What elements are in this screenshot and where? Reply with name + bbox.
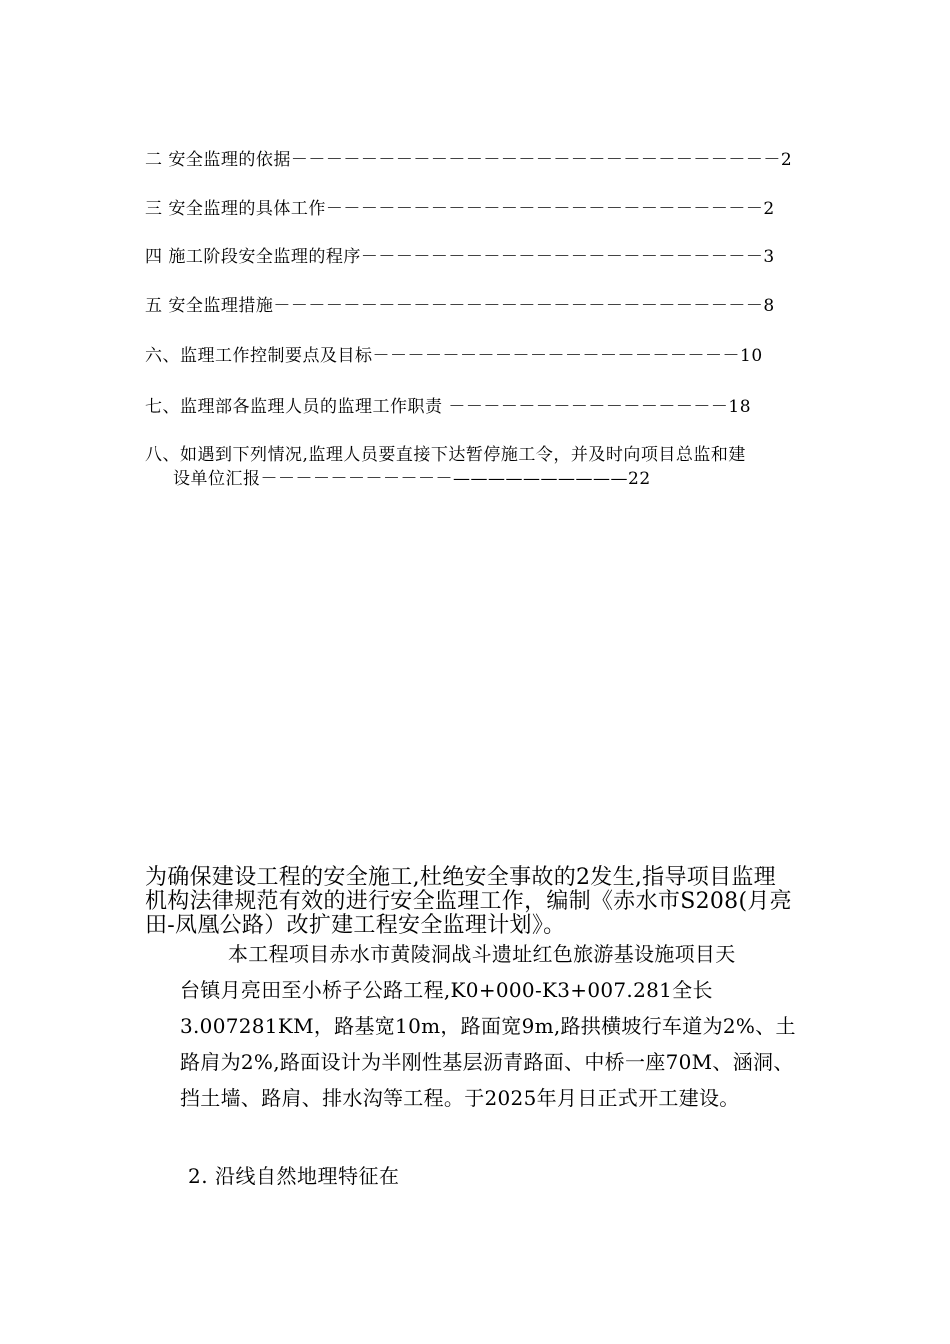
project-paragraph-body: 台镇月亮田至小桥子公路工程,K0+000-K3+007.281全长3.007281KM，路基宽10m，路面宽9m,路拱横坡行车道为2%、土路肩为2%,路面设计为半刚性基层沥青路面、中桥一座70M、涵洞、挡土墙、路肩、排水沟等工程。于2025年月日正式开工建设。 [180, 978, 796, 1110]
toc-entry: 二 安全监理的依据－－－－－－－－－－－－－－－－－－－－－－－－－－－－2 [145, 150, 793, 170]
toc-entry-line: 八、如遇到下列情况,监理人员要直接下达暂停施工令，并及时向项目总监和建 [145, 445, 746, 465]
project-paragraph [180, 936, 810, 1116]
toc-entry: 五 安全监理措施－－－－－－－－－－－－－－－－－－－－－－－－－－－－8 [145, 296, 775, 316]
section-heading: 2. 沿线自然地理特征在 [188, 1164, 400, 1188]
toc-entry: 七、监理部各监理人员的监理工作职责 －－－－－－－－－－－－－－－－18 [145, 397, 752, 417]
toc-entry-line: 设单位汇报－－－－－－－－－－－——————————22 [173, 469, 651, 489]
toc-entry: 四 施工阶段安全监理的程序－－－－－－－－－－－－－－－－－－－－－－－3 [145, 247, 775, 267]
toc-entry-wrapped [145, 443, 810, 491]
intro-paragraph: 为确保建设工程的安全施工,杜绝安全事故的2发生,指导项目监理机构法律规范有效的进行安全监理工作，编制《赤水市S208(月亮田-凤凰公路）改扩建工程安全监理计划》。 [145, 865, 792, 938]
project-paragraph-first-line: 本工程项目赤水市黄陵洞战斗遗址红色旅游基设施项目天 [228, 942, 736, 966]
toc-entry: 三 安全监理的具体工作－－－－－－－－－－－－－－－－－－－－－－－－－2 [145, 199, 775, 219]
toc-entry: 六、监理工作控制要点及目标－－－－－－－－－－－－－－－－－－－－－10 [145, 346, 763, 366]
